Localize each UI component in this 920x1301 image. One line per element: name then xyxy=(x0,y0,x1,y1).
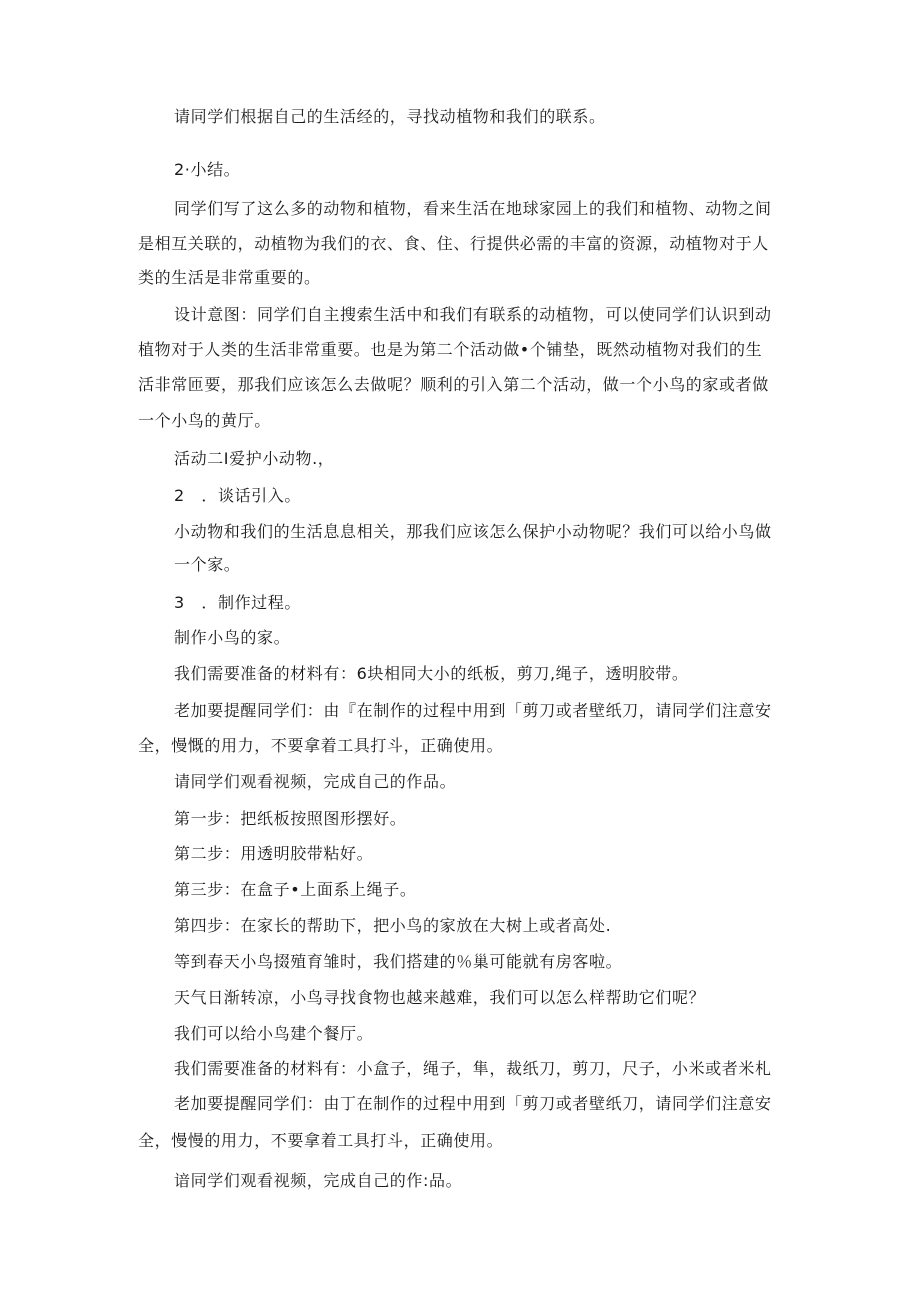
paragraph-line: 我们需要准备的材料有：6块相同大小的纸板，剪刀,绳子，透明胶带。 xyxy=(174,664,689,683)
paragraph-line: 类的生活是非常重要的。 xyxy=(138,268,321,287)
paragraph-line: 3 ．制作过程。 xyxy=(174,593,301,612)
paragraph-line: 一个小鸟的黄厅。 xyxy=(138,411,271,430)
paragraph-line: 天气日渐转凉，小鸟寻找食物也越来越难，我们可以怎么样帮助它们呢？ xyxy=(174,988,706,1007)
paragraph-line: 第三步：在盒子•上面系上绳子。 xyxy=(174,880,417,899)
paragraph-line: 请同学们观看视频，完成自己的作品。 xyxy=(174,772,457,791)
paragraph-line: 请同学们根据自己的生活经的，寻找动植物和我们的联系。 xyxy=(174,107,606,126)
paragraph-line: 全，慢慢的用力，不要拿着工具打斗，正确使用。 xyxy=(138,1131,504,1150)
paragraph-line: 第二步：用透明胶带粘好。 xyxy=(174,844,374,863)
paragraph-line: 设计意图：同学们自主搜索生活中和我们有联系的动植物，可以使同学们认识到动 xyxy=(174,305,772,324)
paragraph-line: 活非常匝要，那我们应该怎么去做呢？顺利的引入第二个活动，做一个小鸟的家或者做 xyxy=(138,375,769,394)
paragraph-line: 第四步：在家长的帮助下，把小鸟的家放在大树上或者高处. xyxy=(174,916,612,935)
paragraph-line: 是相互关联的，动植物为我们的衣、食、住、行提供必需的丰富的资源，动植物对于人 xyxy=(138,234,769,253)
paragraph-line: 我们可以给小鸟建个餐厅。 xyxy=(174,1024,374,1043)
paragraph-line: 谙同学们观看视频，完成自己的作:品。 xyxy=(174,1171,463,1190)
paragraph-line: 老加要提醒同学们：由丁在制作的过程中用到「剪刀或者壁纸刀，请同学们注意安 xyxy=(174,1094,772,1113)
paragraph-line: 活动二I爱护小动物.， xyxy=(174,449,335,468)
paragraph-line: 全，慢慨的用力，不要拿着工具打斗，正确使用。 xyxy=(138,736,504,755)
paragraph-line: 同学们写了这么多的动物和植物，看来生活在地球家园上的我们和植物、动物之间 xyxy=(174,199,772,218)
paragraph-line: 2 ．谈话引入。 xyxy=(174,486,301,505)
paragraph-line: 老加要提醒同学们：由『在制作的过程中用到「剪刀或者壁纸刀，请同学们注意安 xyxy=(174,701,772,720)
paragraph-line: 一个家。 xyxy=(174,555,241,574)
paragraph-line: 我们需要准备的材料有：小盒子，绳子，隼，裁纸刀，剪刀，尺子，小米或者米札 xyxy=(174,1059,772,1078)
paragraph-line: 2·小结。 xyxy=(174,160,241,179)
paragraph-line: 植物对于人类的生活非常重要。也是为第二个活动做•个铺垫，既然动植物对我们的生 xyxy=(138,340,763,359)
paragraph-line: 等到春天小鸟掇殖育雏时，我们搭建的％巢可能就有房客啦。 xyxy=(174,952,623,971)
paragraph-line: 小动物和我们的生活息息相关，那我们应该怎么保护小动物呢？我们可以给小鸟做 xyxy=(174,522,772,541)
paragraph-line: 制作小鸟的家。 xyxy=(174,628,291,647)
paragraph-line: 第一步：把纸板按照图形摆好。 xyxy=(174,809,407,828)
